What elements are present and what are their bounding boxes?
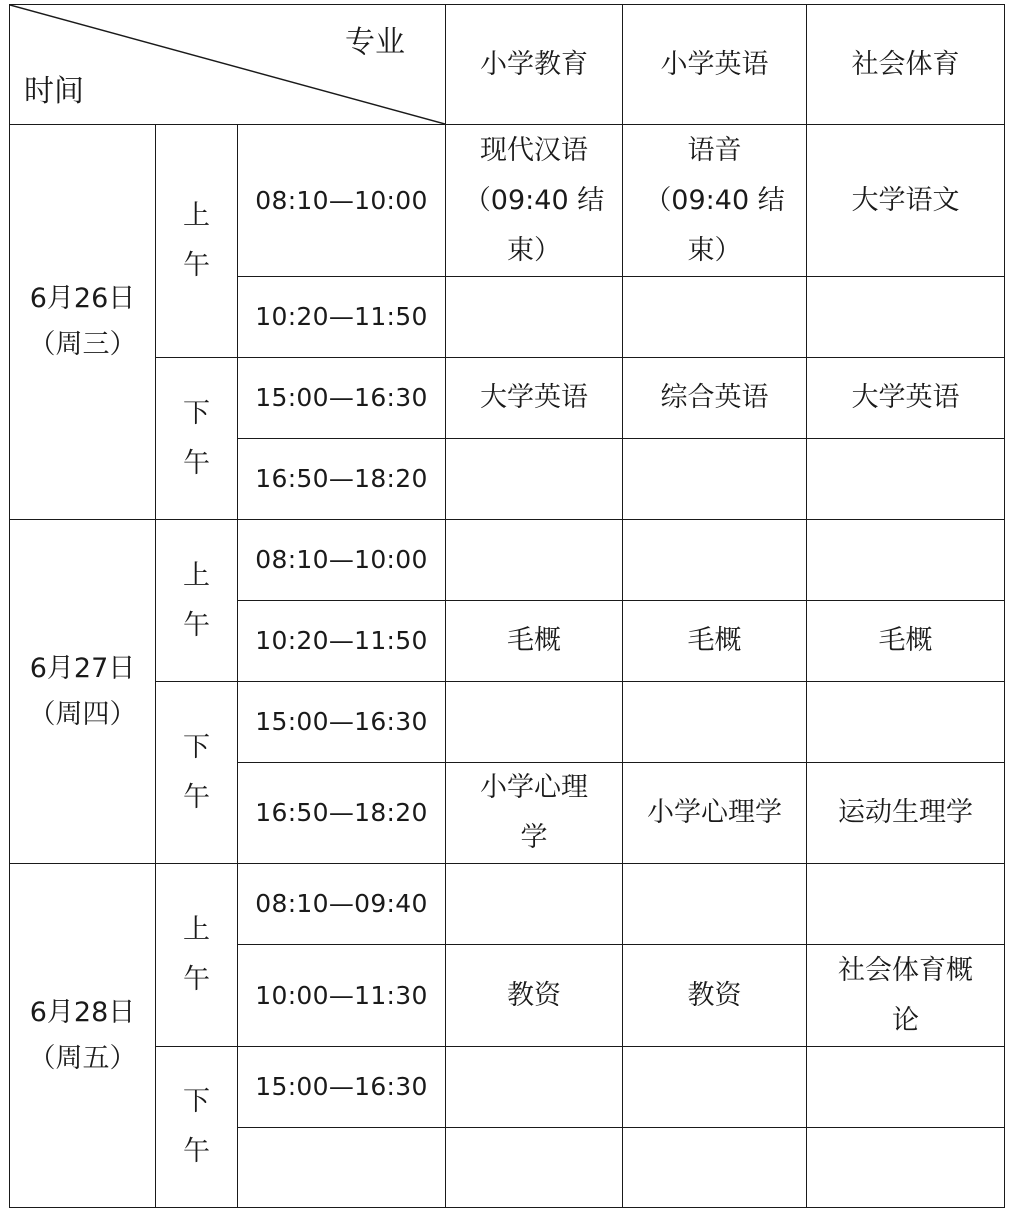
- time-slot-cell: 10:00—11:30: [238, 945, 446, 1047]
- schedule-row: [10, 1047, 1005, 1128]
- exam-cell: [623, 682, 807, 763]
- exam-cell: 毛概: [623, 601, 807, 682]
- exam-cell: 毛概: [807, 601, 1005, 682]
- exam-cell: [446, 682, 623, 763]
- exam-cell: [623, 1128, 807, 1208]
- time-slot-cell: 08:10—09:40: [238, 864, 446, 945]
- exam-cell: 大学英语: [446, 358, 623, 439]
- time-slot-cell: 10:20—11:50: [238, 601, 446, 682]
- exam-cell: [446, 277, 623, 358]
- header-row: [10, 5, 1005, 125]
- date-cell: 6月27日 （周四）: [10, 520, 156, 864]
- schedule-row: [10, 682, 1005, 763]
- corner-time-label: 时间: [24, 74, 84, 109]
- schedule-row: [10, 125, 1005, 277]
- exam-cell: [623, 1047, 807, 1128]
- exam-cell: 语音 （09:40 结 束）: [623, 125, 807, 277]
- exam-schedule-table: [9, 4, 1005, 1208]
- corner-header-cell: [10, 5, 446, 125]
- exam-cell: 教资: [623, 945, 807, 1047]
- exam-cell: [807, 864, 1005, 945]
- schedule-row: [10, 864, 1005, 945]
- time-slot-cell: 15:00—16:30: [238, 682, 446, 763]
- schedule-row: [10, 520, 1005, 601]
- schedule-body: [10, 5, 1005, 1208]
- time-slot-cell: 16:50—18:20: [238, 439, 446, 520]
- major-header-social-sports: 社会体育: [807, 5, 1005, 125]
- exam-cell: [446, 1128, 623, 1208]
- exam-cell: 大学英语: [807, 358, 1005, 439]
- exam-cell: 运动生理学: [807, 763, 1005, 864]
- time-slot-cell: [238, 1128, 446, 1208]
- exam-cell: [807, 277, 1005, 358]
- time-slot-cell: 08:10—10:00: [238, 520, 446, 601]
- time-slot-cell: 08:10—10:00: [238, 125, 446, 277]
- schedule-row: [10, 358, 1005, 439]
- exam-cell: [623, 864, 807, 945]
- date-cell: 6月28日 （周五）: [10, 864, 156, 1208]
- afternoon-label-cell: 下 午: [156, 358, 238, 520]
- exam-cell: [807, 1047, 1005, 1128]
- morning-label-cell: 上 午: [156, 864, 238, 1047]
- afternoon-label-cell: 下 午: [156, 682, 238, 864]
- exam-cell: [807, 1128, 1005, 1208]
- exam-cell: 毛概: [446, 601, 623, 682]
- corner-major-label: 专业: [345, 25, 406, 60]
- exam-cell: [623, 520, 807, 601]
- time-slot-cell: 16:50—18:20: [238, 763, 446, 864]
- exam-cell: [807, 520, 1005, 601]
- exam-cell: 大学语文: [807, 125, 1005, 277]
- afternoon-label-cell: 下 午: [156, 1047, 238, 1208]
- exam-cell: [623, 439, 807, 520]
- time-slot-cell: 10:20—11:50: [238, 277, 446, 358]
- exam-cell: [446, 439, 623, 520]
- morning-label-cell: 上 午: [156, 520, 238, 682]
- date-cell: 6月26日 （周三）: [10, 125, 156, 520]
- major-header-primary-education: 小学教育: [446, 5, 623, 125]
- exam-cell: [446, 864, 623, 945]
- exam-cell: [807, 682, 1005, 763]
- exam-cell: 小学心理 学: [446, 763, 623, 864]
- major-header-primary-english: 小学英语: [623, 5, 807, 125]
- morning-label-cell: 上 午: [156, 125, 238, 358]
- exam-cell: 现代汉语 （09:40 结 束）: [446, 125, 623, 277]
- exam-cell: 教资: [446, 945, 623, 1047]
- time-slot-cell: 15:00—16:30: [238, 1047, 446, 1128]
- time-slot-cell: 15:00—16:30: [238, 358, 446, 439]
- exam-cell: 综合英语: [623, 358, 807, 439]
- exam-cell: 社会体育概 论: [807, 945, 1005, 1047]
- exam-cell: [446, 1047, 623, 1128]
- exam-cell: [807, 439, 1005, 520]
- exam-cell: [623, 277, 807, 358]
- exam-cell: [446, 520, 623, 601]
- exam-cell: 小学心理学: [623, 763, 807, 864]
